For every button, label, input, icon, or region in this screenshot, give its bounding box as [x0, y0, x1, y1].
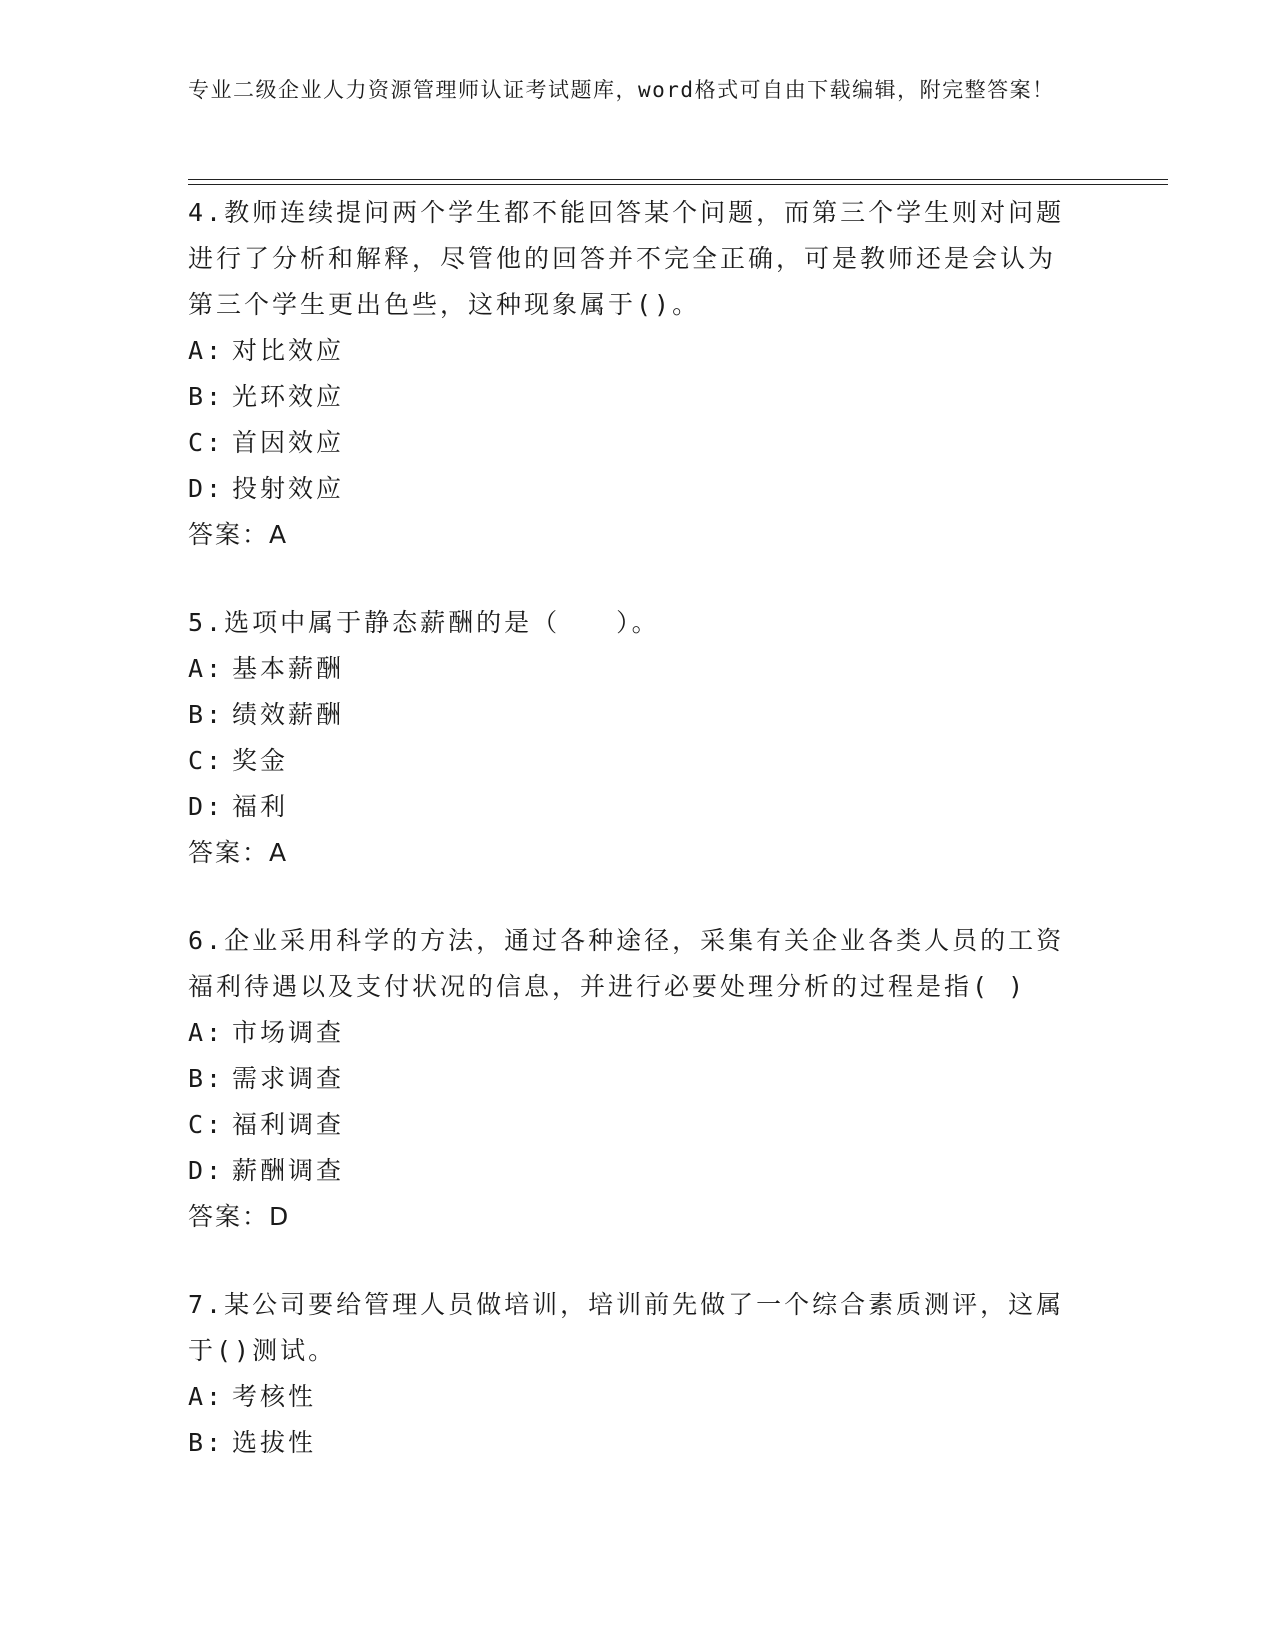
option-text: 薪酬调查	[232, 1156, 345, 1185]
option-text: 福利调查	[232, 1110, 345, 1139]
option-key: A:	[188, 654, 225, 683]
option-c	[188, 738, 1088, 784]
question-stem: 5.选项中属于静态薪酬的是（ ）。	[188, 608, 660, 637]
option-key: A:	[188, 336, 225, 365]
question-stem: 4.教师连续提问两个学生都不能回答某个问题，而第三个学生则对问题进行了分析和解释，尽管他的回答并不完全正确，可是教师还是会认为第三个学生更出色些，这种现象属于()。	[188, 198, 1065, 319]
option-key: A:	[188, 1382, 225, 1411]
question-stem: 7.某公司要给管理人员做培训，培训前先做了一个综合素质测评，这属于()测试。	[188, 1290, 1065, 1365]
answer-line: 答案：D	[188, 1202, 291, 1231]
option-text: 福利	[232, 792, 289, 821]
option-key: C:	[188, 746, 225, 775]
option-a	[188, 328, 1088, 374]
answer-line: 答案：A	[188, 520, 289, 549]
question-5	[188, 600, 1088, 876]
option-b	[188, 1420, 1088, 1466]
option-d	[188, 784, 1088, 830]
header-rule-top	[188, 179, 1168, 180]
option-key: A:	[188, 1018, 225, 1047]
option-key: B:	[188, 700, 225, 729]
option-key: B:	[188, 1064, 225, 1093]
option-a	[188, 1010, 1088, 1056]
option-a	[188, 646, 1088, 692]
option-b	[188, 692, 1088, 738]
option-key: B:	[188, 382, 225, 411]
option-text: 需求调查	[232, 1064, 345, 1093]
header-rule-bottom	[188, 184, 1168, 185]
question-list	[188, 190, 1088, 1508]
option-text: 奖金	[232, 746, 289, 775]
option-text: 基本薪酬	[232, 654, 345, 683]
option-b	[188, 1056, 1088, 1102]
option-key: D:	[188, 474, 225, 503]
option-text: 选拔性	[232, 1428, 317, 1457]
document-header: 专业二级企业人力资源管理师认证考试题库，word格式可自由下载编辑，附完整答案！	[188, 78, 1055, 102]
question-6	[188, 918, 1088, 1240]
option-a	[188, 1374, 1088, 1420]
option-text: 光环效应	[232, 382, 345, 411]
option-key: D:	[188, 792, 225, 821]
option-b	[188, 374, 1088, 420]
option-key: C:	[188, 428, 225, 457]
option-d	[188, 466, 1088, 512]
question-stem: 6.企业采用科学的方法，通过各种途径，采集有关企业各类人员的工资福利待遇以及支付状况的信息，并进行必要处理分析的过程是指( )	[188, 926, 1065, 1001]
option-text: 投射效应	[232, 474, 345, 503]
option-text: 绩效薪酬	[232, 700, 345, 729]
option-key: B:	[188, 1428, 225, 1457]
question-4	[188, 190, 1088, 558]
option-text: 首因效应	[232, 428, 345, 457]
option-c	[188, 1102, 1088, 1148]
option-key: D:	[188, 1156, 225, 1185]
answer-line: 答案：A	[188, 838, 289, 867]
option-text: 考核性	[232, 1382, 317, 1411]
option-text: 对比效应	[232, 336, 345, 365]
option-text: 市场调查	[232, 1018, 345, 1047]
option-key: C:	[188, 1110, 225, 1139]
option-d	[188, 1148, 1088, 1194]
question-7	[188, 1282, 1088, 1466]
option-c	[188, 420, 1088, 466]
